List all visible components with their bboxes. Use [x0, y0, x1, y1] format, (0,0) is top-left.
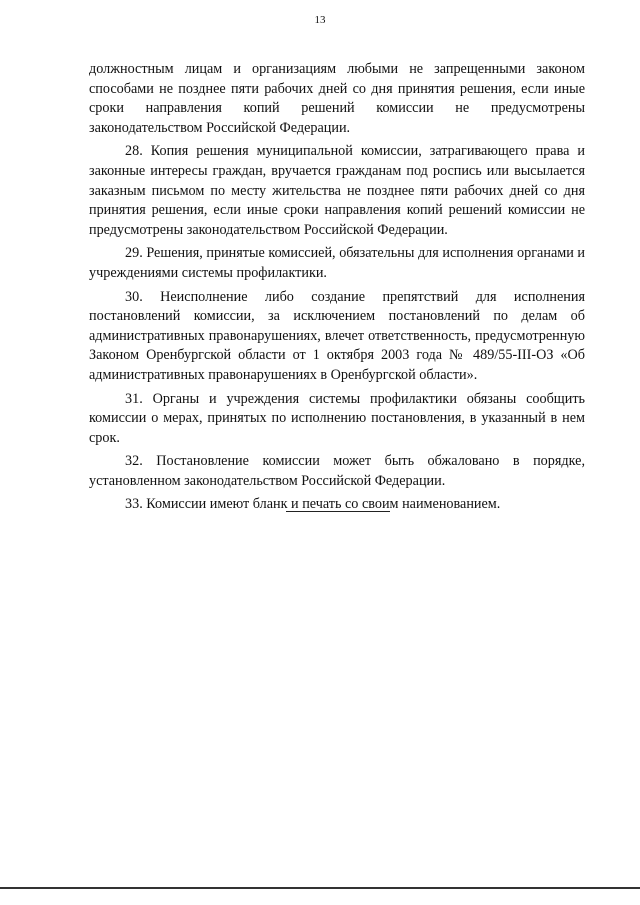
end-separator-line [286, 511, 390, 512]
paragraph-31: 31. Органы и учреждения системы профилактики обязаны сообщить комиссии о мерах, принятых по исполнению постановления, в указанный в нем срок. [89, 390, 585, 446]
paragraph-continuation: должностным лицам и организациям любыми не запрещенными законом способами не позднее пяти рабочих дней со дня принятия решения, если иные сроки направления копий решений комиссии не предусмотрены законодательством Российской Федерации. [89, 61, 585, 136]
paragraph-29: 29. Решения, принятые комиссией, обязательны для исполнения органами и учреждениями системы профилактики. [89, 245, 585, 281]
document-body [89, 60, 585, 519]
page-number: 13 [314, 14, 326, 26]
page-bottom-border [0, 887, 640, 889]
paragraph-32: 32. Постановление комиссии может быть обжаловано в порядке, установленном законодательством Российской Федерации. [89, 453, 585, 489]
paragraph-28: 28. Копия решения муниципальной комиссии, затрагивающего права и законные интересы граждан, вручается гражданам под роспись или высылается заказным письмом по месту жительства не позднее пяти рабочих дней со дня принятия решения, если иные сроки направления копий решений комиссии не предусмотрены законодательством Российской Федерации. [89, 143, 585, 238]
paragraph-33: 33. Комиссии имеют бланк и печать со своим наименованием. [125, 496, 501, 513]
paragraph-30: 30. Неисполнение либо создание препятствий для исполнения постановлений комиссии, за исключением постановлений по делам об административных правонарушениях, влечет ответственность, предусмотренную Законом Оренбургской области от 1 октября 2003 года № 489/55-III-ОЗ «Об административных правонарушениях в Оренбургской области». [89, 288, 585, 383]
